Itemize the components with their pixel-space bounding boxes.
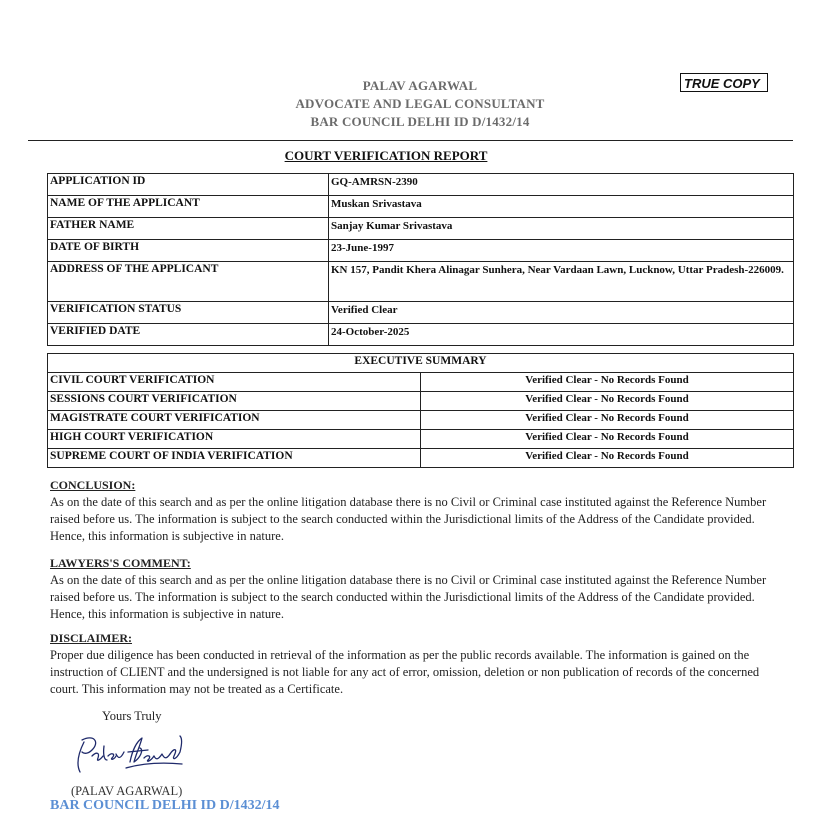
detail-label: VERIFICATION STATUS: [48, 302, 329, 324]
summary-label: HIGH COURT VERIFICATION: [48, 430, 421, 449]
advocate-designation: ADVOCATE AND LEGAL CONSULTANT: [295, 96, 545, 111]
lawyers-comment-section: [50, 555, 785, 623]
summary-value: Verified Clear - No Records Found: [421, 373, 794, 392]
table-row: [48, 392, 794, 411]
detail-label: ADDRESS OF THE APPLICANT: [48, 262, 329, 302]
lawyers-comment-text: As on the date of this search and as per the online litigation database there is no Civil or Criminal case instituted against the Reference Number raised before us. The information is subject to the search conducted within the Jurisdictional limits of the Address of the Candidate provided. Hence, this information is subjective in nature.: [50, 573, 767, 621]
header-divider: [28, 140, 793, 141]
table-row: [48, 196, 794, 218]
summary-value: Verified Clear - No Records Found: [421, 411, 794, 430]
signature: [70, 728, 190, 785]
table-row: [48, 373, 794, 392]
conclusion-text: As on the date of this search and as per the online litigation database there is no Civil or Criminal case instituted against the Reference Number raised before us. The information is subject to the search conducted within the Jurisdictional limits of the Address of the Candidate provided. Hence, this information is subjective in nature.: [50, 495, 767, 543]
lawyers-comment-heading: LAWYERS'S COMMENT:: [50, 556, 191, 570]
summary-label: CIVIL COURT VERIFICATION: [48, 373, 421, 392]
table-row: [48, 411, 794, 430]
report-title: COURT VERIFICATION REPORT: [284, 148, 488, 163]
table-row: [48, 262, 794, 302]
signature-scribble: [70, 728, 190, 780]
true-copy-stamp: TRUE COPY: [680, 73, 768, 92]
conclusion-section: [50, 477, 785, 545]
summary-label: MAGISTRATE COURT VERIFICATION: [48, 411, 421, 430]
table-row: [48, 302, 794, 324]
closing-salutation: Yours Truly: [102, 709, 162, 723]
table-row: [48, 174, 794, 196]
table-row: [48, 218, 794, 240]
detail-label: DATE OF BIRTH: [48, 240, 329, 262]
summary-label: SESSIONS COURT VERIFICATION: [48, 392, 421, 411]
applicant-details-table: [47, 173, 794, 346]
detail-value: 23-June-1997: [329, 240, 794, 262]
disclaimer-section: [50, 630, 785, 698]
summary-value: Verified Clear - No Records Found: [421, 430, 794, 449]
detail-value: KN 157, Pandit Khera Alinagar Sunhera, Near Vardaan Lawn, Lucknow, Uttar Pradesh-226009.: [329, 262, 794, 302]
summary-value: Verified Clear - No Records Found: [421, 392, 794, 411]
summary-label: SUPREME COURT OF INDIA VERIFICATION: [48, 449, 421, 468]
detail-value: Sanjay Kumar Srivastava: [329, 218, 794, 240]
disclaimer-heading: DISCLAIMER:: [50, 631, 133, 645]
table-row: [48, 240, 794, 262]
conclusion-heading: CONCLUSION:: [50, 478, 136, 492]
table-row: [48, 449, 794, 468]
detail-value: Muskan Srivastava: [329, 196, 794, 218]
detail-label: APPLICATION ID: [48, 174, 329, 196]
advocate-name: PALAV AGARWAL: [362, 78, 478, 93]
table-row: [48, 324, 794, 346]
disclaimer-text: Proper due diligence has been conducted in retrieval of the information as per the public records available. The information is gained on the instruction of CLIENT and the undersigned is not liable for any act of error, omission, deletion or non publication of records of the concerned court. This information may not be treated as a Certificate.: [50, 648, 760, 696]
summary-heading: EXECUTIVE SUMMARY: [48, 354, 794, 373]
detail-value: GQ-AMRSN-2390: [329, 174, 794, 196]
signatory-bar-id: BAR COUNCIL DELHI ID D/1432/14: [50, 798, 280, 813]
table-row: [48, 430, 794, 449]
executive-summary-table: [47, 353, 794, 468]
summary-value: Verified Clear - No Records Found: [421, 449, 794, 468]
detail-label: VERIFIED DATE: [48, 324, 329, 346]
signatory-name: (PALAV AGARWAL): [71, 784, 183, 798]
detail-value: 24-October-2025: [329, 324, 794, 346]
detail-value: Verified Clear: [329, 302, 794, 324]
detail-label: FATHER NAME: [48, 218, 329, 240]
table-header-row: [48, 354, 794, 373]
detail-label: NAME OF THE APPLICANT: [48, 196, 329, 218]
advocate-bar-id: BAR COUNCIL DELHI ID D/1432/14: [310, 114, 530, 129]
